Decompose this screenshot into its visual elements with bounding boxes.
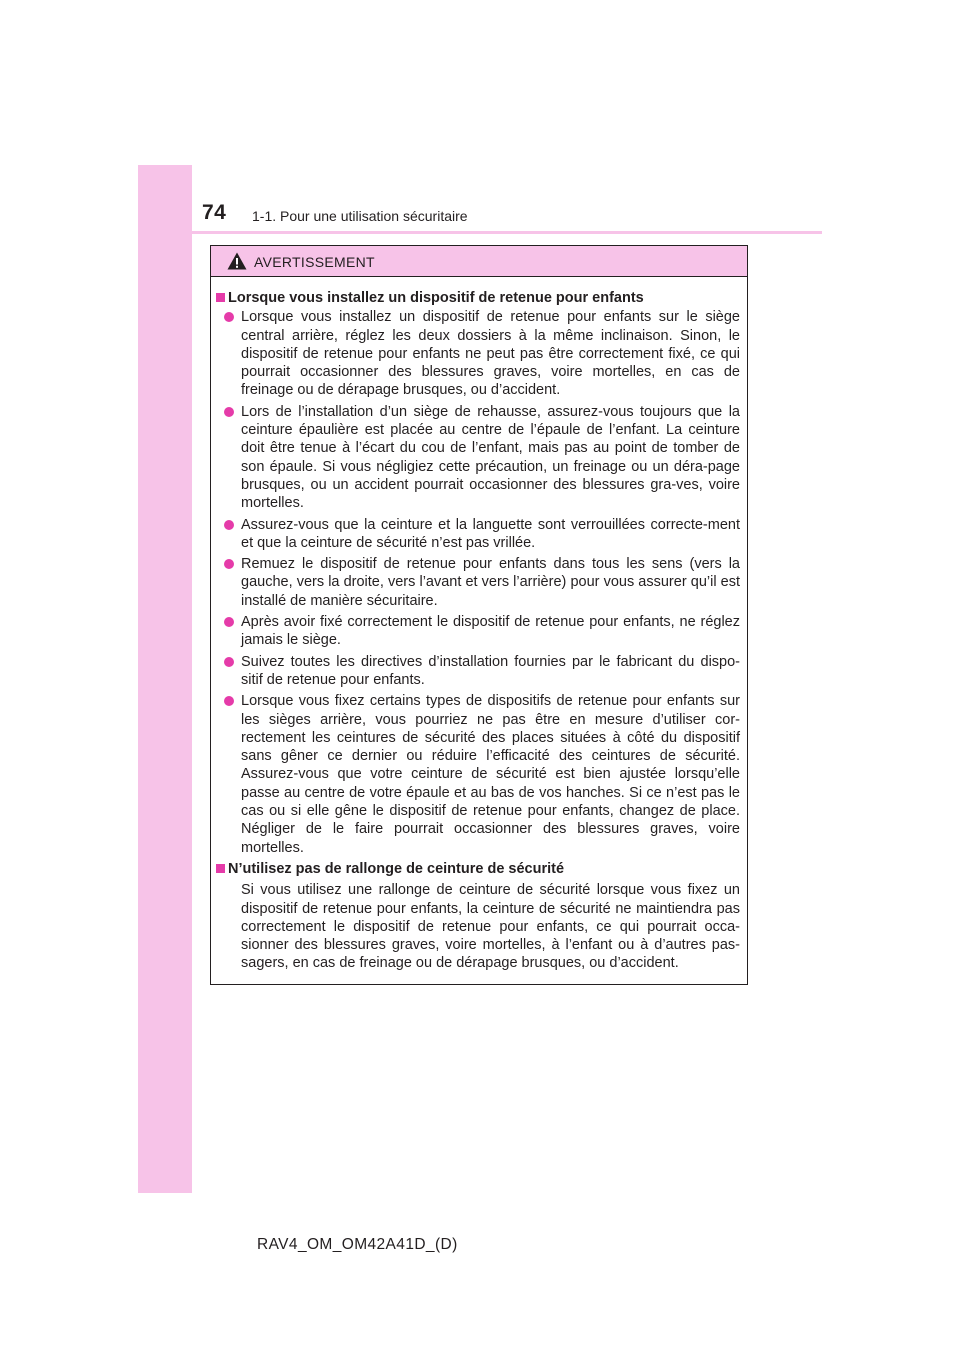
side-tab [138,165,192,1193]
header-rule [192,231,822,234]
round-bullet-icon [224,653,241,690]
list-item [224,613,740,650]
section-title: 1-1. Pour une utilisation sécuritaire [252,208,468,224]
section-heading-text: Lorsque vous installez un dispositif de retenue pour enfants [228,290,644,306]
list-item-text: Suivez toutes les directives d’installation fournies par le fabricant du dispo-sitif de retenue pour enfants. [241,653,740,688]
list-item [224,555,740,610]
list-item [224,308,740,399]
round-bullet-icon [224,613,241,650]
round-bullet-icon [224,308,241,399]
round-bullet-icon [224,692,241,857]
page-number: 74 [202,201,227,224]
section-heading-text: N’utilisez pas de rallonge de ceinture de sécurité [228,860,565,877]
list-item-text: Lors de l’installation d’un siège de rehausse, assurez-vous toujours que la ceinture épaulière est placée au centre de l’épaule de l’enfant. La ceinture doit être tenue à l’écart du cou de l’enfant, mais pas au point de tomber de son épaule. Si vous négligiez cette précaution, un freinage ou un déra-page brusques, ou un accident pourrait occasionner des blessures gra-ves, voire mortelles. [241,403,740,512]
list-item [224,692,740,857]
square-bullet-icon [216,293,228,302]
list-item [224,403,740,513]
warning-title: AVERTISSEMENT [254,254,375,270]
warning-body [211,277,747,973]
list-item-text: Remuez le dispositif de retenue pour enfants dans tous les sens (vers la gauche, vers la droite, vers l’avant et vers l’arrière) pour vous assurer qu’il est installé de manière sécuritaire. [241,556,740,609]
list-item [224,653,740,690]
list-item [224,516,740,553]
section-paragraph: Si vous utilisez une rallonge de ceinture de sécurité lorsque vous fixez un dispositif de retenue pour enfants, la ceinture de sécurité ne maintiendra pas correctement le dispositif de retenue pour enfants, ce qui pourrait occa-sionner des blessures graves, voire mortelles, à l’enfant ou à d’autres pas-sagers, en cas de freinage ou de dérapage brusques, ou d’accident. [241,882,740,972]
round-bullet-icon [224,555,241,610]
warning-box [210,245,748,985]
list-item-text: Assurez-vous que la ceinture et la languette sont verrouillées correcte-ment et que la ceinture de sécurité n’est pas vrillée. [241,516,740,551]
warning-header [211,246,747,277]
list-item-text: Après avoir fixé correctement le dispositif de retenue pour enfants, ne réglez jamais le siège. [241,614,740,649]
list-item-text: Lorsque vous installez un dispositif de retenue pour enfants sur le siège central arrière, réglez les deux dossiers à la même inclinaison. Sinon, le dispositif de retenue pour enfants ne peut pas être correctement fixé, ce qui pourrait occasionner des blessures graves, voire mortelles, en cas de freinage ou de dérapage brusques, ou d’accident. [241,309,740,399]
list-item-text: Lorsque vous fixez certains types de dispositifs de retenue pour enfants sur les sièges arrière, vous pourriez ne pas être en mesure d’utiliser cor-rectement les ceintures de sécurité des places situées à côté du dispositif sans gêner ce dernier ou réduire l’efficacité des ceintures de sécurité. Assurez-vous que votre ceinture de sécurité est bien ajustée lorsqu’elle passe au centre de votre épaule et au bas de vos hanches. Si ce n’est pas le cas ou si elle gêne le dispositif de retenue pour enfants, changez de place. Négliger de le faire pourrait occasionner des blessures graves, voire mortelles. [241,693,740,856]
section-heading [216,860,740,878]
round-bullet-icon [224,516,241,553]
section-heading [216,289,740,307]
warning-triangle-icon [227,252,247,270]
square-bullet-icon [216,864,228,873]
round-bullet-icon [224,403,241,513]
document-code: RAV4_OM_OM42A41D_(D) [257,1236,458,1253]
